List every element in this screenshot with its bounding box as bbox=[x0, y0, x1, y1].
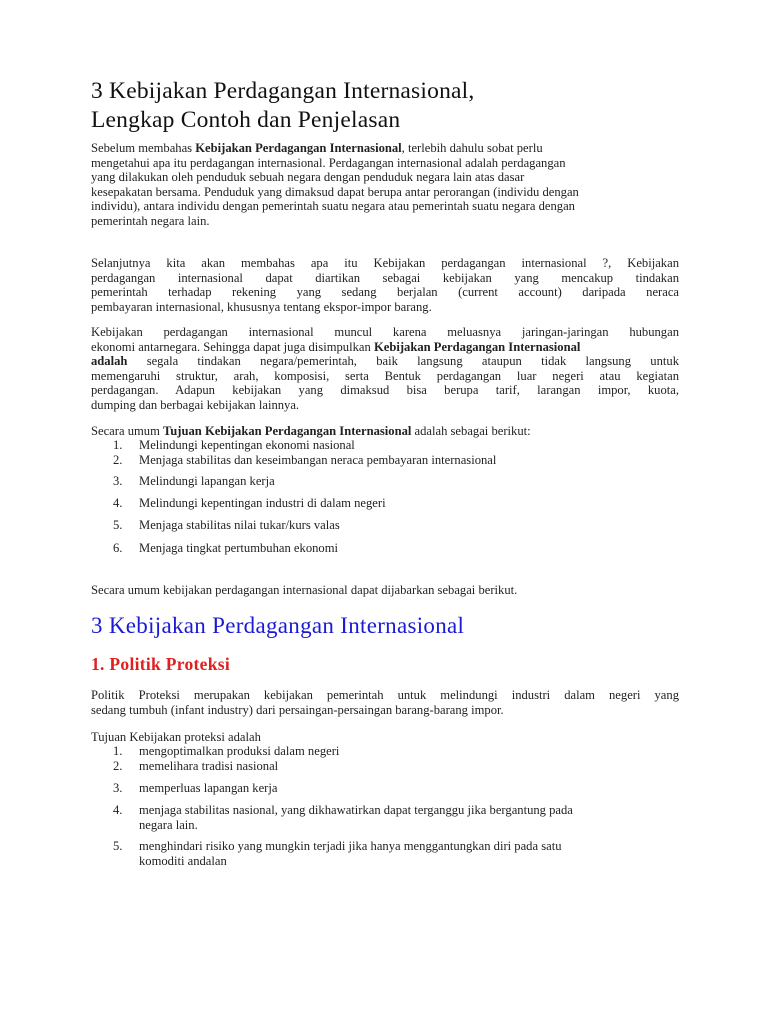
list-number: 4. bbox=[113, 496, 123, 510]
list-number: 3. bbox=[113, 781, 123, 795]
para-line bbox=[91, 340, 679, 355]
para-line: Politik Proteksi merupakan kebijakan pemerintah untuk melindungi industri dalam negeri yang bbox=[91, 688, 679, 702]
list-text-line: menghindari risiko yang mungkin terjadi jika hanya menggantungkan diri pada satu bbox=[139, 839, 562, 853]
para-line bbox=[91, 354, 679, 369]
para-line: perdagangan. Adapun kebijakan yang dimaksud bisa berupa tarif, larangan impor, kuota, bbox=[91, 383, 679, 398]
list-text: Melindungi lapangan kerja bbox=[139, 474, 275, 488]
tujuan-text: Secara umum bbox=[91, 424, 164, 438]
list-number: 2. bbox=[113, 759, 123, 773]
list-text: memelihara tradisi nasional bbox=[139, 759, 279, 773]
para-bold: Kebijakan Perdagangan Internasional bbox=[373, 339, 581, 354]
list-text bbox=[139, 803, 679, 832]
definition-paragraph bbox=[91, 256, 679, 314]
title-line-2: Lengkap Contoh dan Penjelasan bbox=[91, 107, 401, 133]
intro-paragraph bbox=[91, 141, 679, 229]
list-text: Melindungi kepentingan industri di dalam negeri bbox=[139, 496, 386, 510]
proteksi-intro: Tujuan Kebijakan proteksi adalah bbox=[91, 730, 261, 744]
para-line: Selanjutnya kita akan membahas apa itu Kebijakan perdagangan internasional ?, Kebijakan bbox=[91, 256, 679, 270]
para-line: memengaruhi struktur, arah, komposisi, serta Bentuk perdagangan luar negeri atau kegiatan bbox=[91, 368, 679, 383]
para-line: perdagangan internasional dapat diartikan sebagai kebijakan yang mencakup tindakan bbox=[91, 270, 679, 285]
intro-text: Sebelum membahas bbox=[91, 141, 196, 155]
para-line: dumping dan berbagai kebijakan lainnya. bbox=[91, 397, 300, 412]
title-line-1: 3 Kebijakan Perdagangan Internasional, bbox=[91, 78, 475, 104]
conclusion-paragraph bbox=[91, 325, 679, 413]
list-number: 6. bbox=[113, 541, 123, 555]
para-text: ekonomi antarnegara. Sehingga dapat juga disimpulkan bbox=[91, 339, 374, 354]
para-bold: adalah bbox=[91, 354, 128, 369]
page-title bbox=[91, 77, 691, 135]
list-number: 3. bbox=[113, 474, 123, 488]
intro-line: mengetahui apa itu perdagangan internasional. Perdagangan internasional adalah perdagangan bbox=[91, 155, 566, 170]
intro-bold: Kebijakan Perdagangan Internasional bbox=[195, 141, 402, 155]
intro-line: kesepakatan bersama. Penduduk yang dimaksud dapat berupa antar perorangan (individu dengan bbox=[91, 184, 579, 199]
para-text: segala tindakan negara/pemerintah, baik langsung ataupun tidak langsung untuk bbox=[127, 354, 679, 369]
para-line: pemerintah terhadap rekening yang sedang berjalan (current account) daripada neraca bbox=[91, 285, 679, 300]
para-line: pembayaran internasional, khususnya tentang ekspor-impor barang. bbox=[91, 299, 432, 314]
list-text bbox=[139, 839, 679, 868]
list-text-line: negara lain. bbox=[139, 817, 198, 832]
para-line: sedang tumbuh (infant industry) dari persaingan-persaingan barang-barang impor. bbox=[91, 702, 504, 717]
list-text-line: menjaga stabilitas nasional, yang dikhawatirkan dapat terganggu jika bergantung pada bbox=[139, 803, 573, 817]
list-text: Melindungi kepentingan ekonomi nasional bbox=[139, 438, 355, 452]
list-number: 1. bbox=[113, 744, 123, 758]
list-number: 5. bbox=[113, 839, 123, 853]
section-heading: 3 Kebijakan Perdagangan Internasional bbox=[91, 613, 465, 638]
intro-line: individu), antara individu dengan pemerintah suatu negara atau pemerintah suatu negara dengan bbox=[91, 199, 575, 214]
list-text: Menjaga stabilitas dan keseimbangan neraca pembayaran internasional bbox=[139, 453, 497, 467]
list-text: mengoptimalkan produksi dalam negeri bbox=[139, 744, 340, 758]
intro-line: yang dilakukan oleh penduduk sebuah negara dengan penduduk negara lain atas dasar bbox=[91, 170, 525, 185]
list-number: 5. bbox=[113, 518, 123, 532]
list-text: memperluas lapangan kerja bbox=[139, 781, 278, 795]
sub-heading: 1. Politik Proteksi bbox=[91, 654, 231, 674]
tujuan-intro bbox=[91, 424, 679, 439]
intro-line bbox=[91, 141, 679, 156]
summary-text: Secara umum kebijakan perdagangan internasional dapat dijabarkan sebagai berikut. bbox=[91, 583, 518, 597]
list-text: Menjaga tingkat pertumbuhan ekonomi bbox=[139, 541, 339, 555]
intro-line: pemerintah negara lain. bbox=[91, 213, 210, 228]
para-line: Kebijakan perdagangan internasional muncul karena meluasnya jaringan-jaringan hubungan bbox=[91, 325, 679, 339]
list-text-line: komoditi andalan bbox=[139, 853, 227, 868]
list-number: 4. bbox=[113, 803, 123, 817]
tujuan-text: adalah sebagai berikut: bbox=[411, 424, 531, 438]
intro-text: , terlebih dahulu sobat perlu bbox=[401, 141, 543, 155]
proteksi-paragraph bbox=[91, 688, 679, 717]
list-number: 1. bbox=[113, 438, 123, 452]
list-number: 2. bbox=[113, 453, 123, 467]
list-text: Menjaga stabilitas nilai tukar/kurs valas bbox=[139, 518, 340, 532]
tujuan-bold: Tujuan Kebijakan Perdagangan Internasional bbox=[163, 424, 412, 438]
